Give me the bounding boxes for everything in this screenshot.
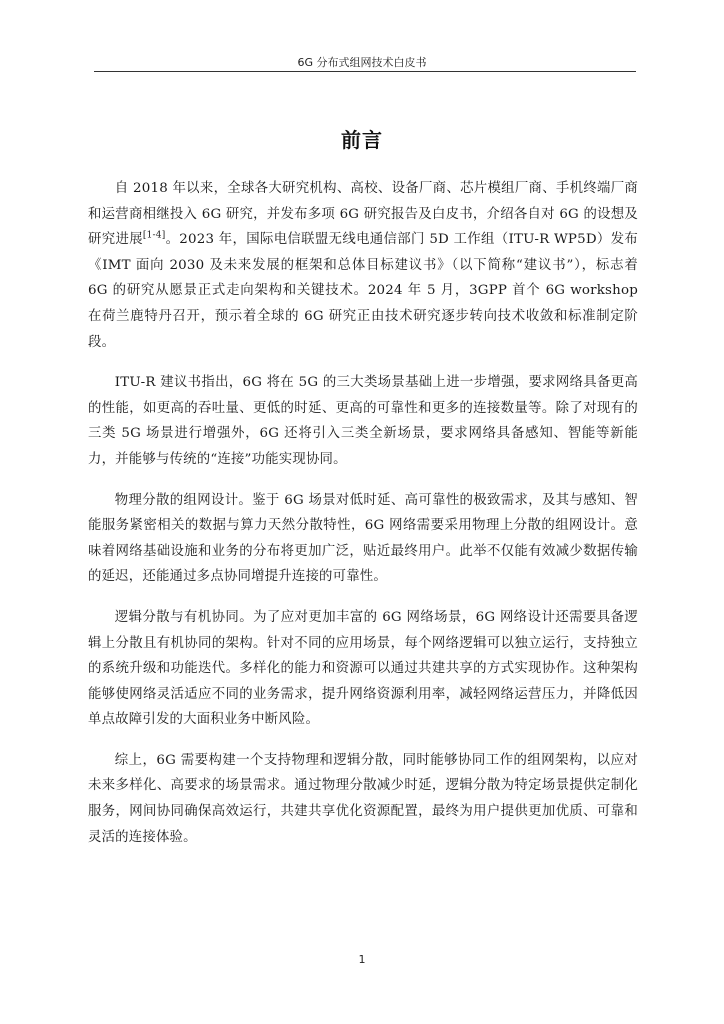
paragraph-1-text-b: 。2023 年，国际电信联盟无线电通信部门 5D 工作组（ITU-R WP5D）发布《IMT 面向 2030 及未来发展的框架和总体目标建议书》（以下简称“建议书”），标志着 6G 的研究从愿景正式走向架构和关键技术。2024 年 5 月，3GPP 首个 6G workshop 在荷兰鹿特丹召开，预示着全球的 6G 研究正由技术研究逐步转向技术收敛和标准制定阶段。 [88, 232, 638, 350]
paragraph-4: 逻辑分散与有机协同。为了应对更加丰富的 6G 网络场景，6G 网络设计还需要具备逻辑上分散且有机协同的架构。针对不同的应用场景，每个网络逻辑可以独立运行，支持独立的系统升级和功能迭代。多样化的能力和资源可以通过共建共享的方式实现协作。这种架构能够使网络灵活适应不同的业务需求，提升网络资源利用率，减轻网络运营压力，并降低因单点故障引发的大面积业务中断风险。 [88, 609, 638, 728]
page-number: 1 [358, 953, 366, 966]
paragraph-1 [88, 176, 638, 355]
paragraph-1-text-a: 自 2018 年以来，全球各大研究机构、高校、设备厂商、芯片模组厂商、手机终端厂商和运营商相继投入 6G 研究，并发布多项 6G 研究报告及白皮书，介绍各自对 6G 的设想及研究进展 [88, 181, 638, 248]
paragraph-5: 综上，6G 需要构建一个支持物理和逻辑分散，同时能够协同工作的组网架构，以应对未来多样化、高要求的场景需求。通过物理分散减少时延，逻辑分散为特定场景提供定制化服务，网间协同确保高效运行，共建共享优化资源配置，最终为用户提供更加优质、可靠和灵活的连接体验。 [88, 752, 638, 845]
running-header: 6G 分布式组网技术白皮书 [297, 56, 427, 69]
paragraph-2: ITU-R 建议书指出，6G 将在 5G 的三大类场景基础上进一步增强，要求网络具备更高的性能，如更高的吞吐量、更低的时延、更高的可靠性和更多的连接数量等。除了对现有的三类 5G 场景进行增强外，6G 还将引入三类全新场景，要求网络具备感知、智能等新能力，并能够与传统的“连接”功能实现协同。 [88, 375, 638, 467]
header-rule [94, 71, 636, 72]
paragraph-3: 物理分散的组网设计。鉴于 6G 场景对低时延、高可靠性的极致需求，及其与感知、智能服务紧密相关的数据与算力天然分散特性，6G 网络需要采用物理上分散的组网设计。意味着网络基础设施和业务的分布将更加广泛，贴近最终用户。此举不仅能有效减少数据传输的延迟，还能通过多点协同增提升连接的可靠性。 [88, 492, 638, 585]
page-title: 前言 [341, 128, 383, 152]
body-text [88, 176, 638, 865]
citation-superscript: [1-4] [142, 230, 166, 241]
